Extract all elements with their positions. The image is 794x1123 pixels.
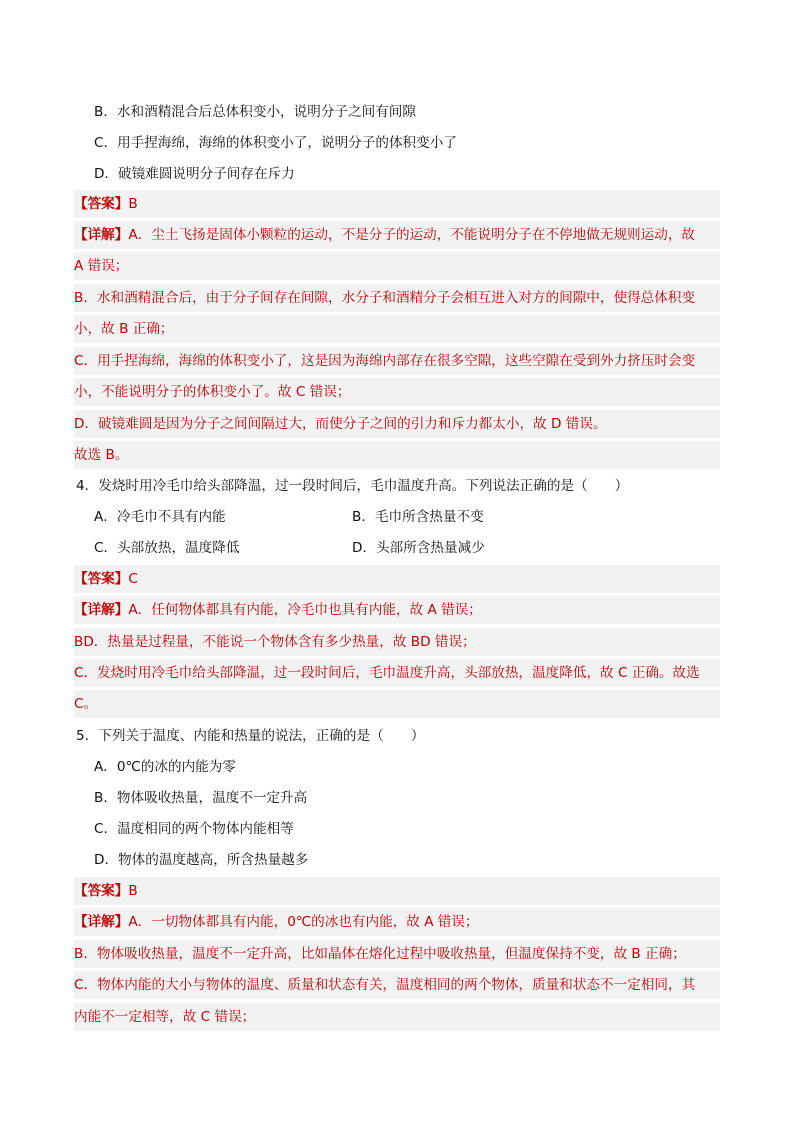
q4-option-a: A．冷毛巾不具有内能 — [94, 509, 226, 525]
q5-option-c: C．温度相同的两个物体内能相等 — [94, 821, 294, 837]
answer-value: B — [128, 196, 138, 212]
answer-value: C — [128, 571, 138, 587]
q5-option-d: D．物体的温度越高，所含热量越多 — [94, 852, 309, 868]
answer-tag: 【答案】 — [74, 571, 129, 587]
q3-detail-line: B．水和酒精混合后，由于分子间存在间隙，水分子和酒精分子会相互进入对方的间隙中，使得总体积变 — [74, 284, 720, 312]
q3-detail-line: 小，不能说明分子的体积变小了。故 C 错误； — [74, 378, 720, 406]
q4-answer — [74, 565, 720, 593]
q3-option-c: C．用手捏海绵，海绵的体积变小了，说明分子的体积变小了 — [94, 135, 457, 151]
q4-detail-line — [74, 596, 720, 624]
q4-detail-line: BD．热量是过程量，不能说一个物体含有多少热量，故 BD 错误； — [74, 628, 720, 656]
q5-detail-line: 内能不一定相等，故 C 错误； — [74, 1003, 720, 1031]
q5-detail-line: C．物体内能的大小与物体的温度、质量和状态有关，温度相同的两个物体，质量和状态不一定相同，其 — [74, 971, 720, 999]
q4-question: 4．发烧时用冷毛巾给头部降温，过一段时间后，毛巾温度升高。下列说法正确的是（ ） — [76, 478, 629, 494]
q5-answer — [74, 877, 720, 905]
q3-detail-line: D．破镜难圆是因为分子之间间隔过大，而使分子之间的引力和斥力都太小，故 D 错误。 — [74, 410, 720, 438]
detail-tag: 【详解】 — [74, 227, 129, 243]
q4-options-row-1 — [74, 503, 720, 531]
q4-detail-line: C。 — [74, 690, 720, 718]
q4-options-row-2 — [74, 534, 720, 562]
answer-tag: 【答案】 — [74, 196, 129, 212]
detail-tag: 【详解】 — [74, 602, 129, 618]
q4-option-d: D．头部所含热量减少 — [352, 540, 485, 556]
q3-detail-line: 小，故 B 正确； — [74, 315, 720, 343]
q3-detail-line: A 错误； — [74, 252, 720, 280]
q3-option-b: B．水和酒精混合后总体积变小，说明分子之间有间隙 — [94, 104, 416, 120]
q3-answer — [74, 190, 720, 218]
q5-question: 5．下列关于温度、内能和热量的说法，正确的是（ ） — [76, 728, 425, 744]
q5-option-b: B．物体吸收热量，温度不一定升高 — [94, 790, 308, 806]
q3-detail-line: C．用手捏海绵，海绵的体积变小了，这是因为海绵内部存在很多空隙，这些空隙在受到外力挤压时会变 — [74, 347, 720, 375]
answer-value: B — [128, 883, 138, 899]
q4-option-c: C．头部放热，温度降低 — [94, 540, 240, 556]
q3-detail-line: 故选 B。 — [74, 441, 720, 469]
q4-detail-line: C．发烧时用冷毛巾给头部降温，过一段时间后，毛巾温度升高，头部放热，温度降低，故 C 正确。故选 — [74, 659, 720, 687]
q3-detail-line — [74, 221, 720, 249]
detail-text: A．一切物体都具有内能，0℃的冰也有内能，故 A 错误； — [128, 914, 479, 930]
q5-detail-line: B．物体吸收热量，温度不一定升高，比如晶体在熔化过程中吸收热量，但温度保持不变，故 B 正确； — [74, 940, 720, 968]
answer-tag: 【答案】 — [74, 883, 129, 899]
detail-text: A．尘土飞扬是固体小颗粒的运动，不是分子的运动，不能说明分子在不停地做无规则运动，故 — [128, 227, 696, 243]
q5-option-a: A．0℃的冰的内能为零 — [94, 759, 236, 775]
q5-detail-line — [74, 908, 720, 936]
q4-option-b: B．毛巾所含热量不变 — [352, 509, 484, 525]
q3-option-d: D．破镜难圆说明分子间存在斥力 — [94, 166, 295, 182]
detail-tag: 【详解】 — [74, 914, 129, 930]
detail-text: A．任何物体都具有内能，冷毛巾也具有内能，故 A 错误； — [128, 602, 482, 618]
